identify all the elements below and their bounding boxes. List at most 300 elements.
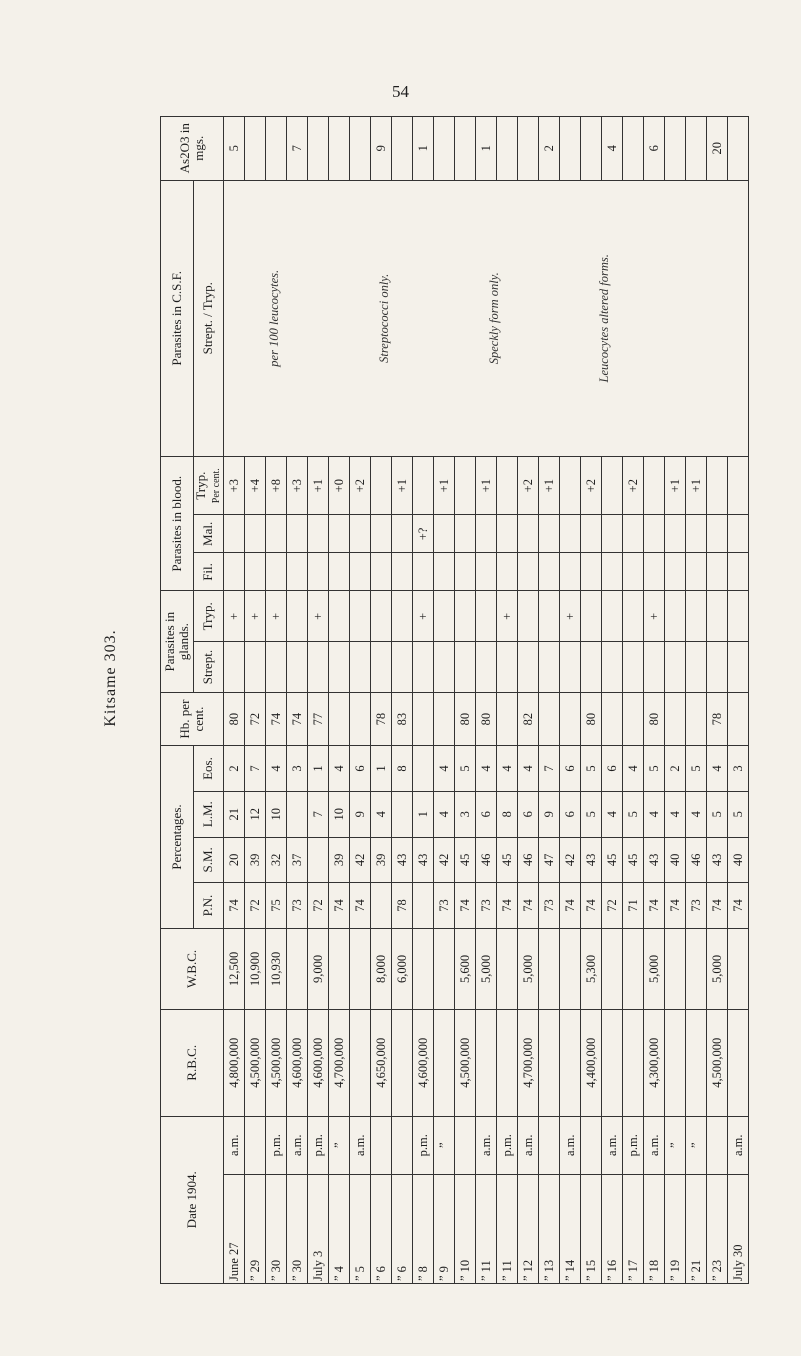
- mal-cell: [664, 515, 685, 553]
- glands-tryp-cell: [370, 591, 391, 642]
- eos-cell: 7: [244, 746, 265, 792]
- pn-cell: 74: [496, 883, 517, 929]
- hb-cell: 80: [580, 692, 601, 745]
- glands-strept-cell: [580, 642, 601, 693]
- glands-tryp-cell: +: [307, 591, 328, 642]
- fil-cell: [391, 553, 412, 591]
- glands-tryp-cell: [349, 591, 370, 642]
- fil-cell: [727, 553, 748, 591]
- blood-tryp-cell: +2: [580, 457, 601, 515]
- header-eos: Eos.: [194, 746, 224, 792]
- rbc-cell: 4,700,000: [328, 1010, 349, 1117]
- date-cell: ” 12: [517, 1174, 538, 1283]
- as-cell: [622, 117, 643, 181]
- glands-tryp-cell: +: [244, 591, 265, 642]
- mal-cell: [307, 515, 328, 553]
- pn-cell: 73: [538, 883, 559, 929]
- date-cell: ” 15: [580, 1174, 601, 1283]
- header-csf: Parasites in C.S.F.: [161, 180, 194, 457]
- fil-cell: [370, 553, 391, 591]
- fil-cell: [433, 553, 454, 591]
- time-cell: [580, 1116, 601, 1174]
- glands-strept-cell: [223, 642, 244, 693]
- glands-tryp-cell: +: [643, 591, 664, 642]
- hb-cell: [412, 692, 433, 745]
- lm-cell: 4: [433, 791, 454, 837]
- wbc-cell: [685, 928, 706, 1009]
- lm-cell: 5: [727, 791, 748, 837]
- sm-cell: 46: [685, 837, 706, 883]
- mal-cell: +?: [412, 515, 433, 553]
- time-cell: ”: [664, 1116, 685, 1174]
- pn-cell: 75: [265, 883, 286, 929]
- time-cell: [706, 1116, 727, 1174]
- wbc-cell: 12,500: [223, 928, 244, 1009]
- date-cell: ” 6: [391, 1174, 412, 1283]
- hb-cell: 80: [454, 692, 475, 745]
- glands-tryp-cell: [538, 591, 559, 642]
- pn-cell: 74: [517, 883, 538, 929]
- blood-tryp-cell: +1: [307, 457, 328, 515]
- lm-cell: 9: [538, 791, 559, 837]
- glands-strept-cell: [475, 642, 496, 693]
- page-number: 54: [392, 82, 409, 101]
- sm-cell: 32: [265, 837, 286, 883]
- mal-cell: [727, 515, 748, 553]
- pn-cell: 74: [664, 883, 685, 929]
- hb-cell: 77: [307, 692, 328, 745]
- hb-cell: [538, 692, 559, 745]
- pn-cell: [412, 883, 433, 929]
- mal-cell: [580, 515, 601, 553]
- as-cell: [580, 117, 601, 181]
- glands-tryp-cell: +: [223, 591, 244, 642]
- lm-cell: [286, 791, 307, 837]
- header-pn: P.N.: [194, 883, 224, 929]
- table-row: [223, 117, 244, 1284]
- fil-cell: [517, 553, 538, 591]
- hb-cell: [559, 692, 580, 745]
- date-cell: ” 23: [706, 1174, 727, 1283]
- date-cell: ” 30: [286, 1174, 307, 1283]
- as-cell: [727, 117, 748, 181]
- wbc-cell: [433, 928, 454, 1009]
- time-cell: p.m.: [622, 1116, 643, 1174]
- glands-tryp-cell: [433, 591, 454, 642]
- time-cell: [538, 1116, 559, 1174]
- glands-strept-cell: [265, 642, 286, 693]
- as-cell: [328, 117, 349, 181]
- time-cell: a.m.: [559, 1116, 580, 1174]
- time-cell: a.m.: [727, 1116, 748, 1174]
- hb-cell: [328, 692, 349, 745]
- as-cell: 5: [223, 117, 244, 181]
- as-cell: [517, 117, 538, 181]
- fil-cell: [307, 553, 328, 591]
- glands-strept-cell: [391, 642, 412, 693]
- time-cell: ”: [328, 1116, 349, 1174]
- wbc-cell: 10,900: [244, 928, 265, 1009]
- date-cell: ” 11: [496, 1174, 517, 1283]
- glands-tryp-cell: [706, 591, 727, 642]
- rotated-table-container: [160, 116, 745, 1284]
- rbc-cell: [391, 1010, 412, 1117]
- wbc-cell: [349, 928, 370, 1009]
- sm-cell: 45: [601, 837, 622, 883]
- rbc-cell: 4,500,000: [244, 1010, 265, 1117]
- glands-strept-cell: [307, 642, 328, 693]
- blood-tryp-cell: +2: [349, 457, 370, 515]
- blood-tryp-cell: +4: [244, 457, 265, 515]
- glands-tryp-cell: [517, 591, 538, 642]
- eos-cell: 1: [370, 746, 391, 792]
- as-cell: 1: [475, 117, 496, 181]
- date-cell: ” 11: [475, 1174, 496, 1283]
- mal-cell: [223, 515, 244, 553]
- sm-cell: 45: [622, 837, 643, 883]
- rbc-cell: 4,500,000: [265, 1010, 286, 1117]
- time-cell: a.m.: [223, 1116, 244, 1174]
- mal-cell: [559, 515, 580, 553]
- blood-tryp-cell: [706, 457, 727, 515]
- as-cell: [454, 117, 475, 181]
- as-cell: [559, 117, 580, 181]
- date-cell: ” 21: [685, 1174, 706, 1283]
- table-header: [161, 117, 224, 1284]
- eos-cell: 6: [559, 746, 580, 792]
- as-cell: [244, 117, 265, 181]
- hb-cell: [433, 692, 454, 745]
- blood-tryp-cell: +1: [538, 457, 559, 515]
- pn-cell: 72: [601, 883, 622, 929]
- wbc-cell: [727, 928, 748, 1009]
- fil-cell: [559, 553, 580, 591]
- pn-cell: 74: [559, 883, 580, 929]
- as-cell: [349, 117, 370, 181]
- blood-tryp-cell: +3: [223, 457, 244, 515]
- lm-cell: 3: [454, 791, 475, 837]
- fil-cell: [244, 553, 265, 591]
- csf-notes-cell: [223, 180, 748, 457]
- header-glands: Parasites in glands.: [161, 591, 194, 692]
- blood-tryp-cell: [412, 457, 433, 515]
- fil-cell: [349, 553, 370, 591]
- glands-tryp-cell: [391, 591, 412, 642]
- header-glands-tryp: Tryp.: [194, 591, 224, 642]
- time-cell: p.m.: [412, 1116, 433, 1174]
- hb-cell: 74: [286, 692, 307, 745]
- sm-cell: 43: [643, 837, 664, 883]
- rbc-cell: 4,650,000: [370, 1010, 391, 1117]
- wbc-cell: [559, 928, 580, 1009]
- date-cell: ” 5: [349, 1174, 370, 1283]
- glands-tryp-cell: +: [496, 591, 517, 642]
- hb-cell: [496, 692, 517, 745]
- mal-cell: [244, 515, 265, 553]
- fil-cell: [538, 553, 559, 591]
- wbc-cell: 9,000: [307, 928, 328, 1009]
- rbc-cell: 4,600,000: [286, 1010, 307, 1117]
- time-cell: [454, 1116, 475, 1174]
- pn-cell: 74: [706, 883, 727, 929]
- lm-cell: 10: [265, 791, 286, 837]
- hb-cell: [622, 692, 643, 745]
- header-blood: Parasites in blood.: [161, 457, 194, 591]
- date-cell: ” 18: [643, 1174, 664, 1283]
- lm-cell: 5: [706, 791, 727, 837]
- as-cell: [685, 117, 706, 181]
- sm-cell: 46: [475, 837, 496, 883]
- as-cell: 9: [370, 117, 391, 181]
- eos-cell: 5: [454, 746, 475, 792]
- date-cell: ” 29: [244, 1174, 265, 1283]
- pn-cell: 74: [727, 883, 748, 929]
- wbc-cell: [496, 928, 517, 1009]
- blood-tryp-cell: [727, 457, 748, 515]
- blood-tryp-cell: +2: [622, 457, 643, 515]
- glands-tryp-cell: [622, 591, 643, 642]
- csf-note: Speckly form only.: [486, 272, 501, 365]
- fil-cell: [328, 553, 349, 591]
- fil-cell: [475, 553, 496, 591]
- csf-note: Leucocytes altered forms.: [596, 254, 611, 383]
- glands-tryp-cell: [601, 591, 622, 642]
- sm-cell: 40: [664, 837, 685, 883]
- blood-tryp-cell: +0: [328, 457, 349, 515]
- wbc-cell: [412, 928, 433, 1009]
- glands-strept-cell: [727, 642, 748, 693]
- wbc-cell: 10,930: [265, 928, 286, 1009]
- as-cell: 4: [601, 117, 622, 181]
- glands-strept-cell: [433, 642, 454, 693]
- blood-tryp-cell: +8: [265, 457, 286, 515]
- rbc-cell: [559, 1010, 580, 1117]
- lm-cell: 7: [307, 791, 328, 837]
- eos-cell: 8: [391, 746, 412, 792]
- rbc-cell: [475, 1010, 496, 1117]
- blood-tryp-cell: +2: [517, 457, 538, 515]
- rbc-cell: 4,500,000: [706, 1010, 727, 1117]
- hb-cell: 72: [244, 692, 265, 745]
- pn-cell: 73: [433, 883, 454, 929]
- hb-cell: 83: [391, 692, 412, 745]
- mal-cell: [517, 515, 538, 553]
- eos-cell: 1: [307, 746, 328, 792]
- pn-cell: 74: [328, 883, 349, 929]
- header-wbc: W.B.C.: [161, 928, 224, 1009]
- lm-cell: 4: [664, 791, 685, 837]
- pn-cell: 74: [349, 883, 370, 929]
- lm-cell: 5: [580, 791, 601, 837]
- glands-strept-cell: [349, 642, 370, 693]
- glands-strept-cell: [643, 642, 664, 693]
- hb-cell: 78: [370, 692, 391, 745]
- rbc-cell: 4,700,000: [517, 1010, 538, 1117]
- csf-note: per 100 leucocytes.: [266, 269, 281, 367]
- as-cell: [496, 117, 517, 181]
- mal-cell: [265, 515, 286, 553]
- glands-tryp-cell: +: [265, 591, 286, 642]
- hb-cell: 74: [265, 692, 286, 745]
- glands-strept-cell: [244, 642, 265, 693]
- blood-tryp-cell: [643, 457, 664, 515]
- lm-cell: 6: [559, 791, 580, 837]
- mal-cell: [538, 515, 559, 553]
- mal-cell: [286, 515, 307, 553]
- date-cell: ” 10: [454, 1174, 475, 1283]
- as-cell: [664, 117, 685, 181]
- eos-cell: 4: [475, 746, 496, 792]
- eos-cell: 5: [643, 746, 664, 792]
- sm-cell: 46: [517, 837, 538, 883]
- eos-cell: 6: [349, 746, 370, 792]
- sm-cell: 43: [391, 837, 412, 883]
- header-blood-tryp: Tryp. Per cent.: [194, 457, 224, 515]
- eos-cell: 4: [265, 746, 286, 792]
- eos-cell: 3: [286, 746, 307, 792]
- as-cell: [265, 117, 286, 181]
- glands-tryp-cell: [475, 591, 496, 642]
- glands-tryp-cell: +: [559, 591, 580, 642]
- header-sm: S.M.: [194, 837, 224, 883]
- date-cell: ” 8: [412, 1174, 433, 1283]
- pn-cell: 73: [685, 883, 706, 929]
- eos-cell: 5: [580, 746, 601, 792]
- sm-cell: 43: [580, 837, 601, 883]
- blood-tryp-cell: +1: [433, 457, 454, 515]
- time-cell: ”: [685, 1116, 706, 1174]
- wbc-cell: 6,000: [391, 928, 412, 1009]
- date-cell: ” 9: [433, 1174, 454, 1283]
- date-cell: July 30: [727, 1174, 748, 1283]
- eos-cell: 7: [538, 746, 559, 792]
- eos-cell: 5: [685, 746, 706, 792]
- mal-cell: [349, 515, 370, 553]
- table-body: [223, 117, 748, 1284]
- sm-cell: 42: [433, 837, 454, 883]
- hb-cell: [349, 692, 370, 745]
- eos-cell: 4: [328, 746, 349, 792]
- lm-cell: 8: [496, 791, 517, 837]
- blood-tryp-cell: [559, 457, 580, 515]
- sm-cell: 39: [370, 837, 391, 883]
- lm-cell: 6: [517, 791, 538, 837]
- eos-cell: 4: [517, 746, 538, 792]
- blood-tryp-cell: [601, 457, 622, 515]
- lm-cell: 1: [412, 791, 433, 837]
- lm-cell: 6: [475, 791, 496, 837]
- fil-cell: [496, 553, 517, 591]
- eos-cell: 2: [223, 746, 244, 792]
- glands-tryp-cell: [685, 591, 706, 642]
- rbc-cell: 4,600,000: [412, 1010, 433, 1117]
- eos-cell: 2: [664, 746, 685, 792]
- header-csf-cols: Strept. / Tryp.: [194, 180, 224, 457]
- rbc-cell: [622, 1010, 643, 1117]
- rbc-cell: [727, 1010, 748, 1117]
- date-cell: ” 30: [265, 1174, 286, 1283]
- blood-tryp-cell: [496, 457, 517, 515]
- date-cell: ” 17: [622, 1174, 643, 1283]
- glands-strept-cell: [328, 642, 349, 693]
- fil-cell: [580, 553, 601, 591]
- mal-cell: [601, 515, 622, 553]
- rbc-cell: 4,600,000: [307, 1010, 328, 1117]
- glands-tryp-cell: [454, 591, 475, 642]
- hb-cell: 80: [643, 692, 664, 745]
- as-cell: 1: [412, 117, 433, 181]
- header-hb: Hb. per cent.: [161, 692, 224, 745]
- glands-tryp-cell: [580, 591, 601, 642]
- mal-cell: [328, 515, 349, 553]
- glands-strept-cell: [370, 642, 391, 693]
- glands-tryp-cell: [328, 591, 349, 642]
- sm-cell: 39: [328, 837, 349, 883]
- glands-tryp-cell: [727, 591, 748, 642]
- rbc-cell: [601, 1010, 622, 1117]
- fil-cell: [685, 553, 706, 591]
- hb-cell: 78: [706, 692, 727, 745]
- glands-tryp-cell: +: [412, 591, 433, 642]
- as-cell: [433, 117, 454, 181]
- header-glands-strept: Strept.: [194, 642, 224, 693]
- wbc-cell: 5,000: [643, 928, 664, 1009]
- csf-note: Streptococci only.: [376, 273, 391, 363]
- rbc-cell: 4,400,000: [580, 1010, 601, 1117]
- pn-cell: 74: [223, 883, 244, 929]
- blood-examination-table: [160, 116, 749, 1284]
- glands-strept-cell: [706, 642, 727, 693]
- as-cell: [307, 117, 328, 181]
- fil-cell: [622, 553, 643, 591]
- header-fil: Fil.: [194, 553, 224, 591]
- rbc-cell: 4,500,000: [454, 1010, 475, 1117]
- header-percentages: Percentages.: [161, 746, 194, 929]
- mal-cell: [643, 515, 664, 553]
- sm-cell: 42: [349, 837, 370, 883]
- time-cell: a.m.: [517, 1116, 538, 1174]
- sm-cell: 43: [706, 837, 727, 883]
- as-cell: 20: [706, 117, 727, 181]
- rbc-cell: [349, 1010, 370, 1117]
- eos-cell: 4: [706, 746, 727, 792]
- glands-strept-cell: [622, 642, 643, 693]
- hb-cell: [664, 692, 685, 745]
- pn-cell: 78: [391, 883, 412, 929]
- wbc-cell: 5,000: [706, 928, 727, 1009]
- sm-cell: 20: [223, 837, 244, 883]
- mal-cell: [370, 515, 391, 553]
- sm-cell: 47: [538, 837, 559, 883]
- fil-cell: [286, 553, 307, 591]
- glands-strept-cell: [664, 642, 685, 693]
- glands-strept-cell: [559, 642, 580, 693]
- time-cell: ”: [433, 1116, 454, 1174]
- glands-strept-cell: [454, 642, 475, 693]
- glands-strept-cell: [496, 642, 517, 693]
- mal-cell: [622, 515, 643, 553]
- time-cell: p.m.: [307, 1116, 328, 1174]
- as-cell: 6: [643, 117, 664, 181]
- date-cell: ” 14: [559, 1174, 580, 1283]
- rbc-cell: [685, 1010, 706, 1117]
- sm-cell: 42: [559, 837, 580, 883]
- mal-cell: [433, 515, 454, 553]
- fil-cell: [643, 553, 664, 591]
- blood-tryp-cell: +3: [286, 457, 307, 515]
- rbc-cell: [664, 1010, 685, 1117]
- wbc-cell: 5,600: [454, 928, 475, 1009]
